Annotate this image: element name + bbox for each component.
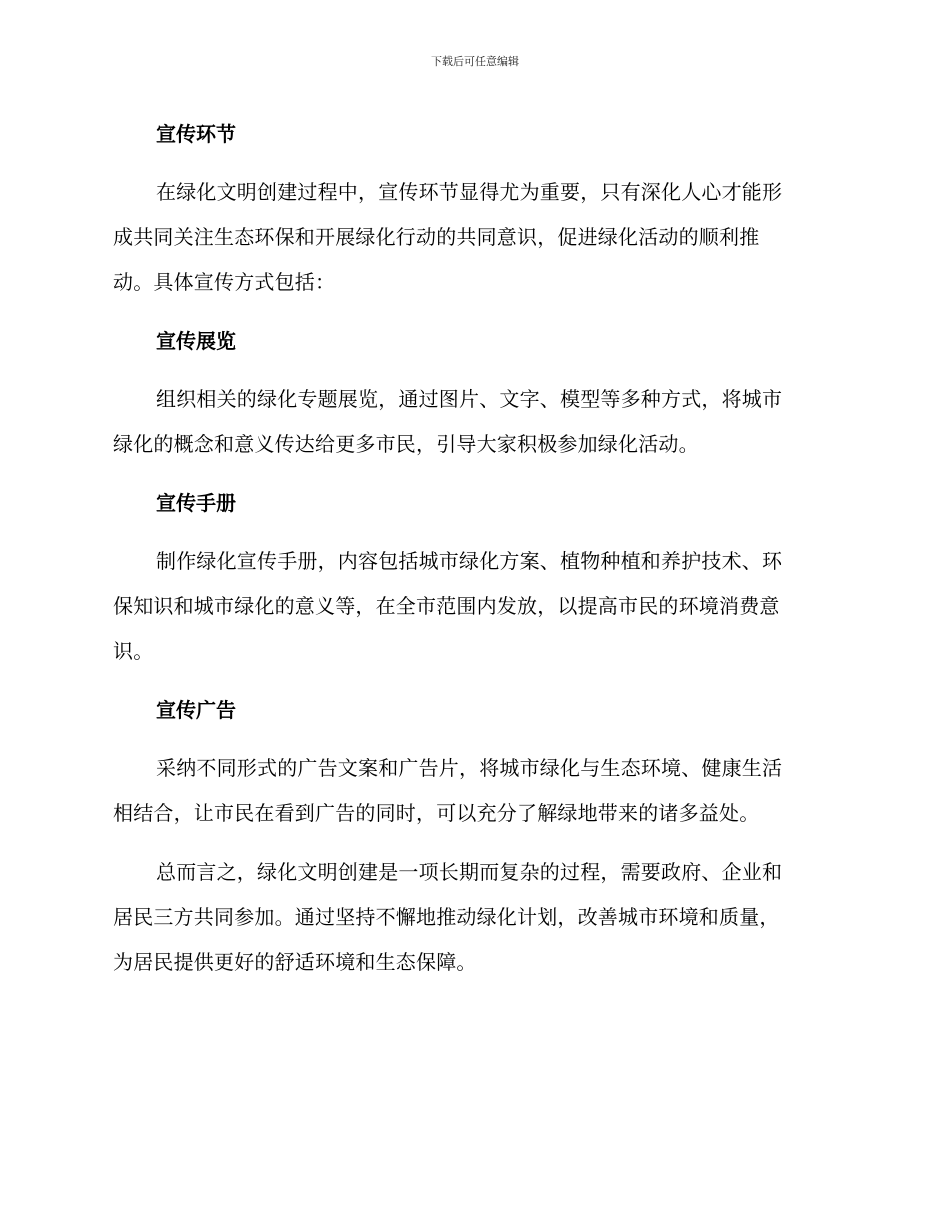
section-paragraph-publicity <box>113 170 837 305</box>
text-line: 在绿化文明创建过程中，宣传环节显得尤为重要，只有深化人心才能形 <box>156 180 783 204</box>
section-paragraph-exhibition <box>113 377 837 467</box>
text-line: 相结合，让市民在看到广告的同时，可以充分了解绿地带来的诸多益处。 <box>113 801 760 825</box>
text-line: 为居民提供更好的舒适环境和生态保障。 <box>113 950 477 974</box>
section-heading-brochure: 宣传手册 <box>156 491 236 515</box>
text-line: 制作绿化宣传手册，内容包括城市绿化方案、植物种植和养护技术、环 <box>156 549 783 573</box>
section-paragraph-advertising <box>113 746 837 836</box>
text-line: 总而言之，绿化文明创建是一项长期而复杂的过程，需要政府、企业和 <box>156 860 783 884</box>
text-line: 组织相关的绿化专题展览，通过图片、文字、模型等多种方式，将城市 <box>156 387 783 411</box>
text-line: 识。 <box>113 639 154 663</box>
text-line: 绿化的概念和意义传达给更多市民，引导大家积极参加绿化活动。 <box>113 432 699 456</box>
section-paragraph-brochure <box>113 539 837 674</box>
page-header: 下载后可任意编辑 <box>431 55 519 68</box>
text-line: 采纳不同形式的广告文案和广告片，将城市绿化与生态环境、健康生活 <box>156 756 783 780</box>
text-line: 保知识和城市绿化的意义等，在全市范围内发放，以提高市民的环境消费意 <box>113 594 780 618</box>
text-line: 居民三方共同参加。通过坚持不懈地推动绿化计划，改善城市环境和质量， <box>113 905 780 929</box>
section-heading-publicity: 宣传环节 <box>156 122 236 146</box>
text-line: 动。具体宣传方式包括： <box>113 270 336 294</box>
section-heading-advertising: 宣传广告 <box>156 698 236 722</box>
document-body <box>113 112 837 985</box>
conclusion-paragraph <box>113 850 837 985</box>
text-line: 成共同关注生态环保和开展绿化行动的共同意识，促进绿化活动的顺利推 <box>113 225 760 249</box>
section-heading-exhibition: 宣传展览 <box>156 329 236 353</box>
